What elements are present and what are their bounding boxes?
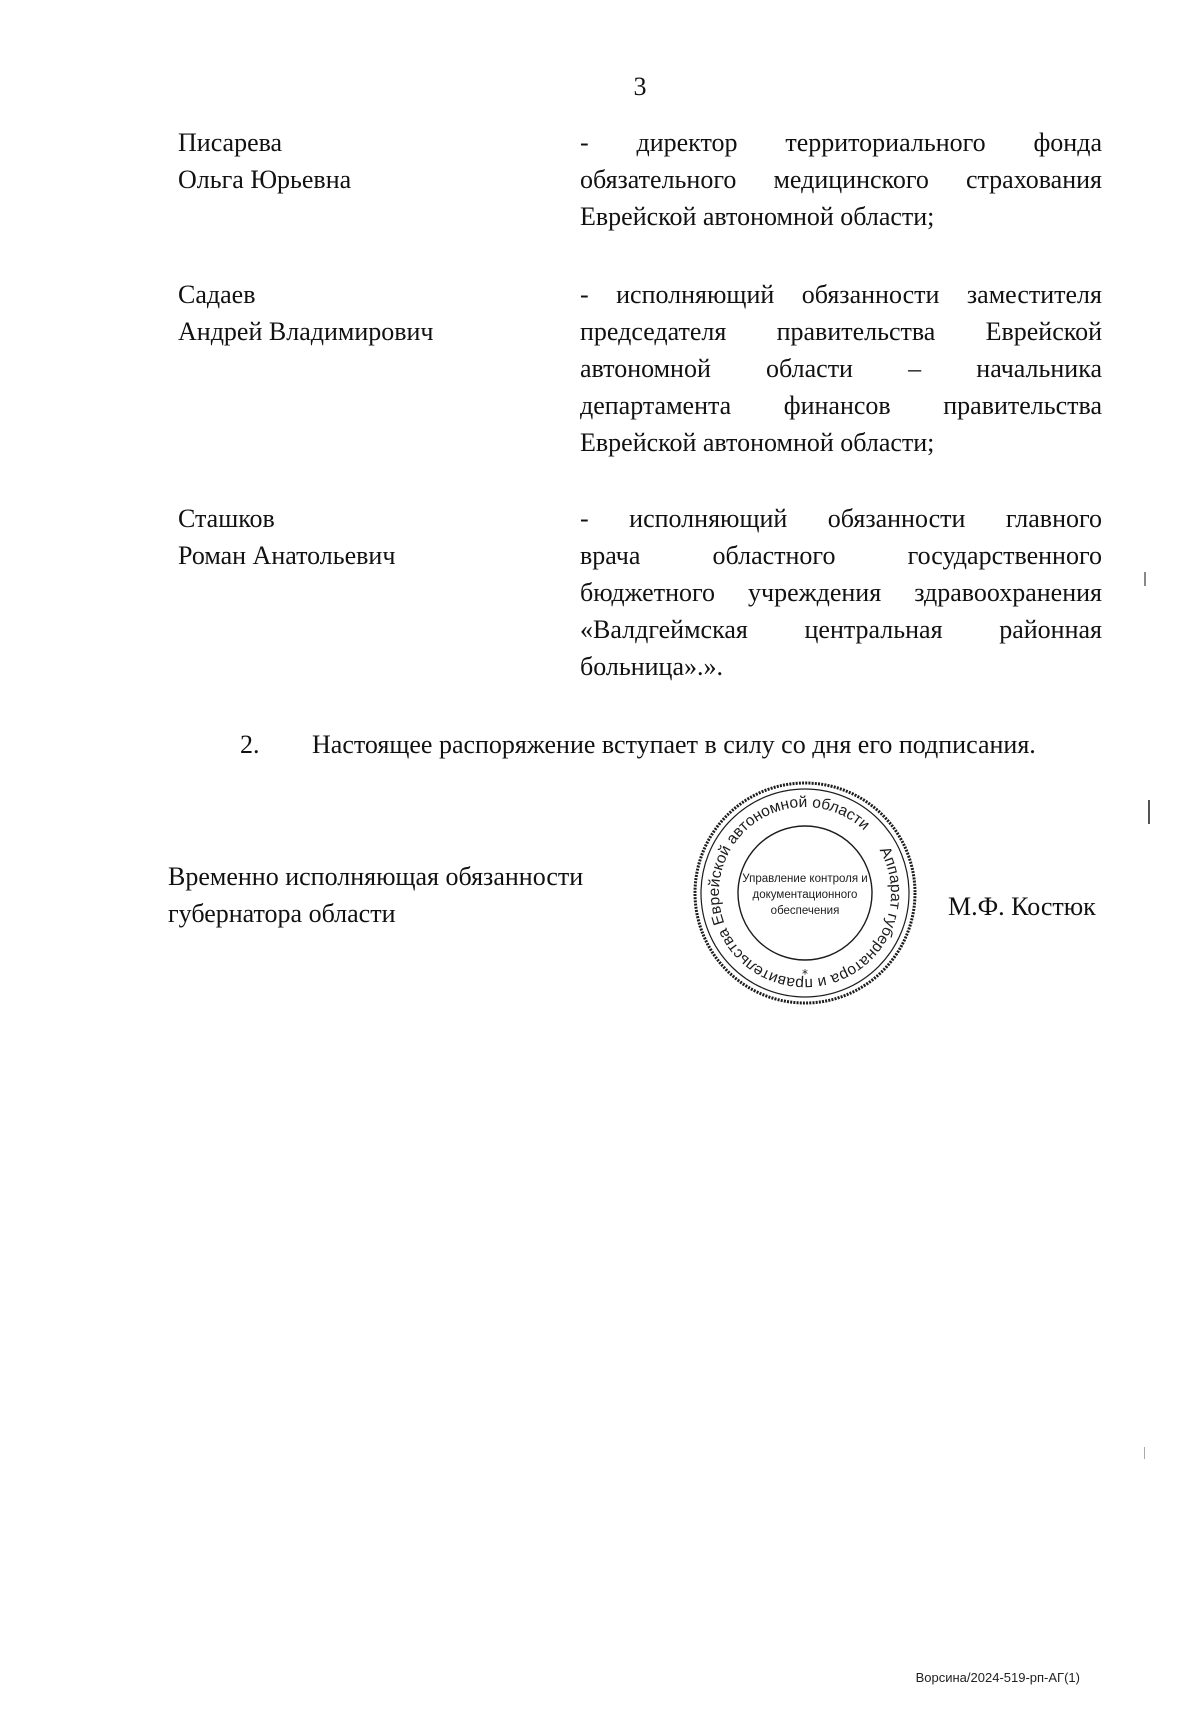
signatory-title bbox=[168, 858, 648, 932]
seal-center-line: Управление контроля и bbox=[742, 873, 868, 885]
scan-mark bbox=[1144, 572, 1146, 586]
document-reference-code: Ворсина/2024-519-рп-АГ(1) bbox=[915, 1670, 1080, 1685]
role-line: больница».». bbox=[580, 652, 723, 681]
role-line: автономной области – начальника bbox=[580, 354, 1102, 383]
official-seal bbox=[690, 778, 920, 1008]
role-line: департамента финансов правительства bbox=[580, 391, 1102, 420]
role-line: - исполняющий обязанности главного bbox=[580, 504, 1102, 533]
member-surname: Сташков bbox=[178, 504, 275, 533]
role-line: Еврейской автономной области; bbox=[580, 428, 935, 457]
page-number: 3 bbox=[633, 72, 647, 101]
clause-2 bbox=[240, 726, 1036, 763]
role-line: врача областного государственного bbox=[580, 541, 1102, 570]
scan-mark bbox=[1144, 1447, 1145, 1459]
member-surname: Садаев bbox=[178, 280, 256, 309]
role-line: Еврейской автономной области; bbox=[580, 202, 935, 231]
member-role bbox=[580, 276, 1102, 461]
member-name bbox=[178, 124, 558, 198]
signatory-title-line: губернатора области bbox=[168, 899, 396, 928]
signatory-name: М.Ф. Костюк bbox=[948, 892, 1096, 921]
member-name bbox=[178, 500, 558, 574]
seal-center-line: документационного bbox=[752, 889, 858, 901]
seal-center-line: обеспечения bbox=[770, 905, 840, 917]
clause-text: Настоящее распоряжение вступает в силу со дня его подписания. bbox=[312, 730, 1036, 759]
role-line: обязательного медицинского страхования bbox=[580, 165, 1102, 194]
role-line: «Валдгеймская центральная районная bbox=[580, 615, 1102, 644]
member-role bbox=[580, 124, 1102, 235]
role-line: - исполняющий обязанности заместителя bbox=[580, 280, 1102, 309]
member-role bbox=[580, 500, 1102, 685]
seal-outer-text: Аппарат губернатора и правительства Еврейской автономной области bbox=[705, 793, 905, 993]
role-line: бюджетного учреждения здравоохранения bbox=[580, 578, 1102, 607]
member-name bbox=[178, 276, 558, 350]
clause-number: 2. bbox=[240, 730, 260, 759]
scan-mark bbox=[1148, 800, 1150, 824]
role-line: - директор территориального фонда bbox=[580, 128, 1102, 157]
member-surname: Писарева bbox=[178, 128, 283, 157]
role-line: председателя правительства Еврейской bbox=[580, 317, 1102, 346]
member-given-names: Ольга Юрьевна bbox=[178, 165, 352, 194]
seal-star-icon: * bbox=[802, 967, 808, 981]
signatory-title-line: Временно исполняющая обязанности bbox=[168, 862, 584, 891]
member-given-names: Роман Анатольевич bbox=[178, 541, 396, 570]
member-given-names: Андрей Владимирович bbox=[178, 317, 434, 346]
